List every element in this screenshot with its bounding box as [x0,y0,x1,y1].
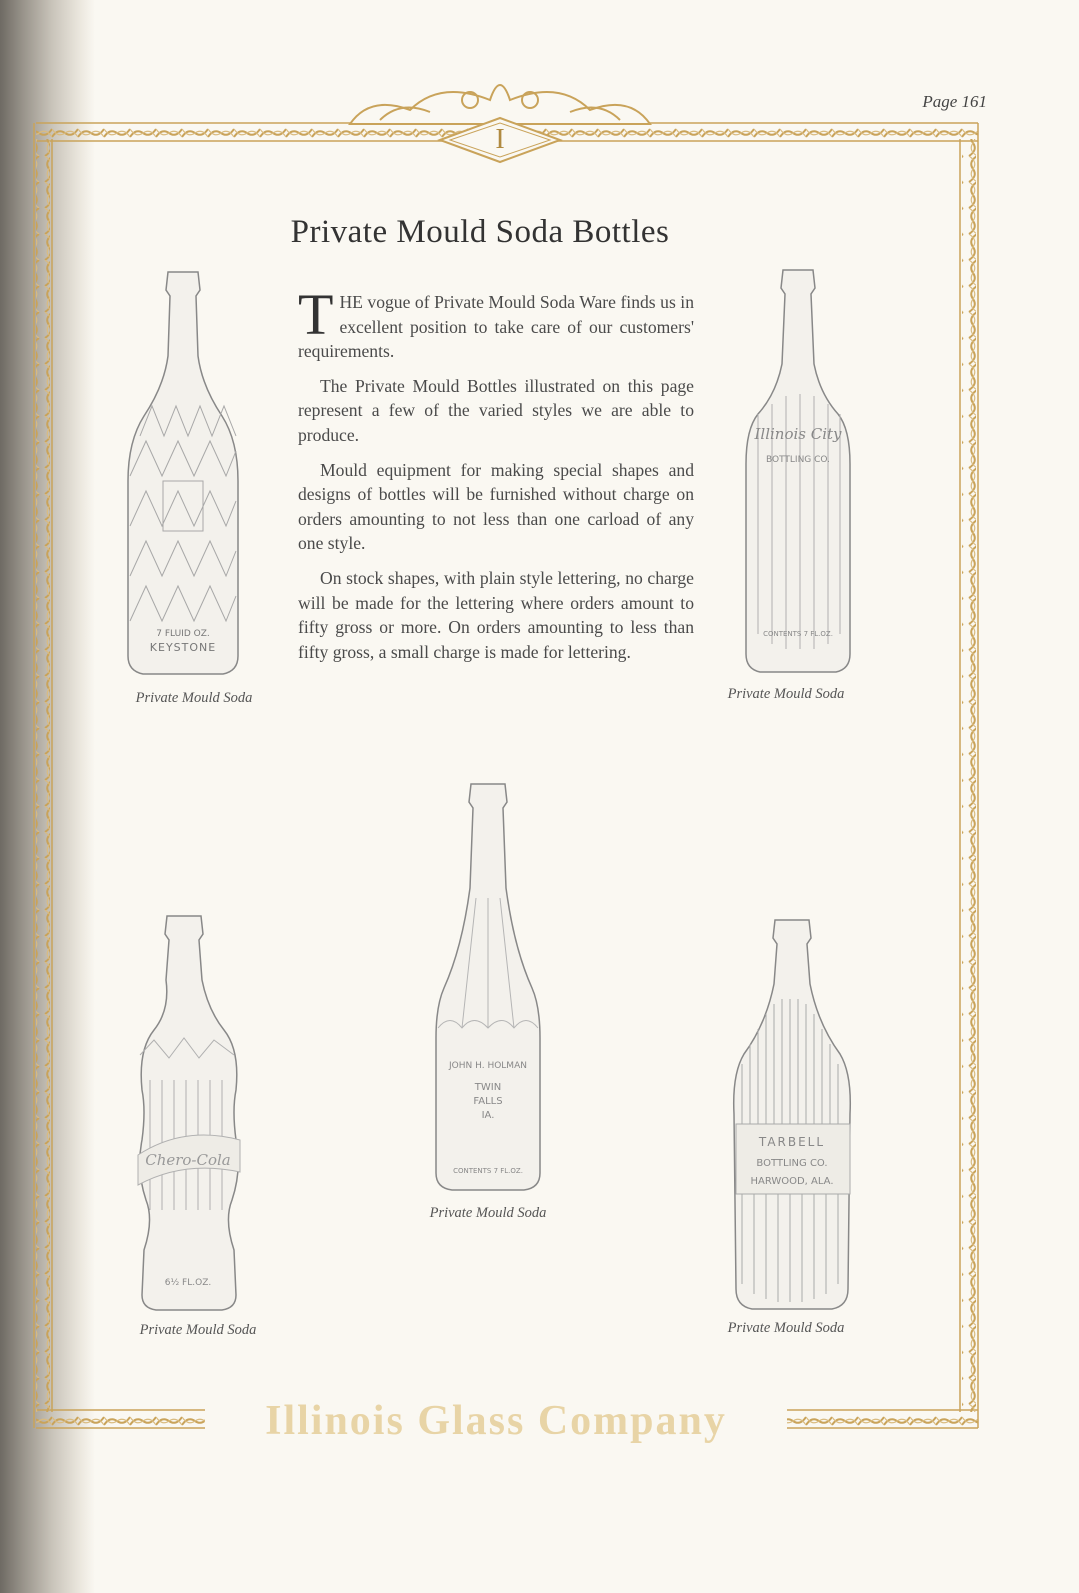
bottle-chero-cola-embossing-oz: 6½ FL.OZ. [164,1278,212,1288]
bottle-holman-embossing-state: IA. [481,1110,495,1121]
bottle-holman-illustration [424,778,554,1203]
bottle-illinois-city-embossing-script: Illinois City [754,425,842,443]
bottle-illinois-city-embossing-bottling: BOTTLING CO. [765,455,831,465]
bottle-holman-caption: Private Mould Soda [429,1205,547,1221]
bottle-holman-embossing-contents: CONTENTS 7 FL.OZ. [453,1167,523,1175]
bottle-chero-cola-embossing-script: Chero-Cola [145,1151,231,1169]
bottle-chero-cola-illustration [124,910,254,1320]
bottle-keystone-caption: Private Mould Soda [135,690,253,706]
bottle-illinois-city-embossing-contents: CONTENTS 7 FL.OZ. [763,630,833,638]
body-text [298,282,694,674]
bottle-illinois-city-caption: Private Mould Soda [727,686,845,702]
bottle-keystone-illustration [118,266,248,686]
bottle-illinois-city-illustration [738,264,858,684]
bottle-holman-embossing-twin: TWIN [474,1082,502,1093]
bottle-holman-embossing-name: JOHN H. HOLMAN [449,1061,527,1071]
paragraph-2: The Private Mould Bottles illustrated on this page represent a few of the varied styles we are able to produce. [298,375,694,445]
footer-company-name: Illinois Glass Company [205,1396,787,1446]
paragraph-3: Mould equipment for making special shapes and designs of bottles will be furnished without charge on orders amounting to not less than one carload of any one style. [298,459,694,554]
bottle-tarbell-caption: Private Mould Soda [727,1320,845,1336]
bottle-tarbell-embossing-bottling: BOTTLING CO. [756,1158,828,1169]
drop-cap: T [298,282,334,347]
bottle-tarbell-illustration [728,914,858,1319]
bottle-keystone-embossing-oz: 7 FLUID OZ. [156,629,210,639]
page-title: Private Mould Soda Bottles [290,214,670,250]
monogram: I [495,124,505,155]
bottle-tarbell-embossing-town: HARWOOD, ALA. [750,1176,834,1187]
bottle-tarbell-embossing-name: TARBELL [758,1135,826,1149]
bottle-chero-cola-caption: Private Mould Soda [139,1322,257,1338]
paragraph-4: On stock shapes, with plain style lettering, no charge will be made for the lettering where orders amount to fifty gross or more. On orders amounting to less than fifty gross, a small charge is made for lettering. [298,567,694,662]
bottle-keystone-embossing-name: KEYSTONE [149,641,217,654]
page-number: Page 161 [922,92,987,111]
bottle-holman-embossing-falls: FALLS [473,1096,503,1107]
paragraph-1: THE vogue of Private Mould Soda Ware finds us in excellent position to take care of our customers' requirements. [298,282,694,362]
